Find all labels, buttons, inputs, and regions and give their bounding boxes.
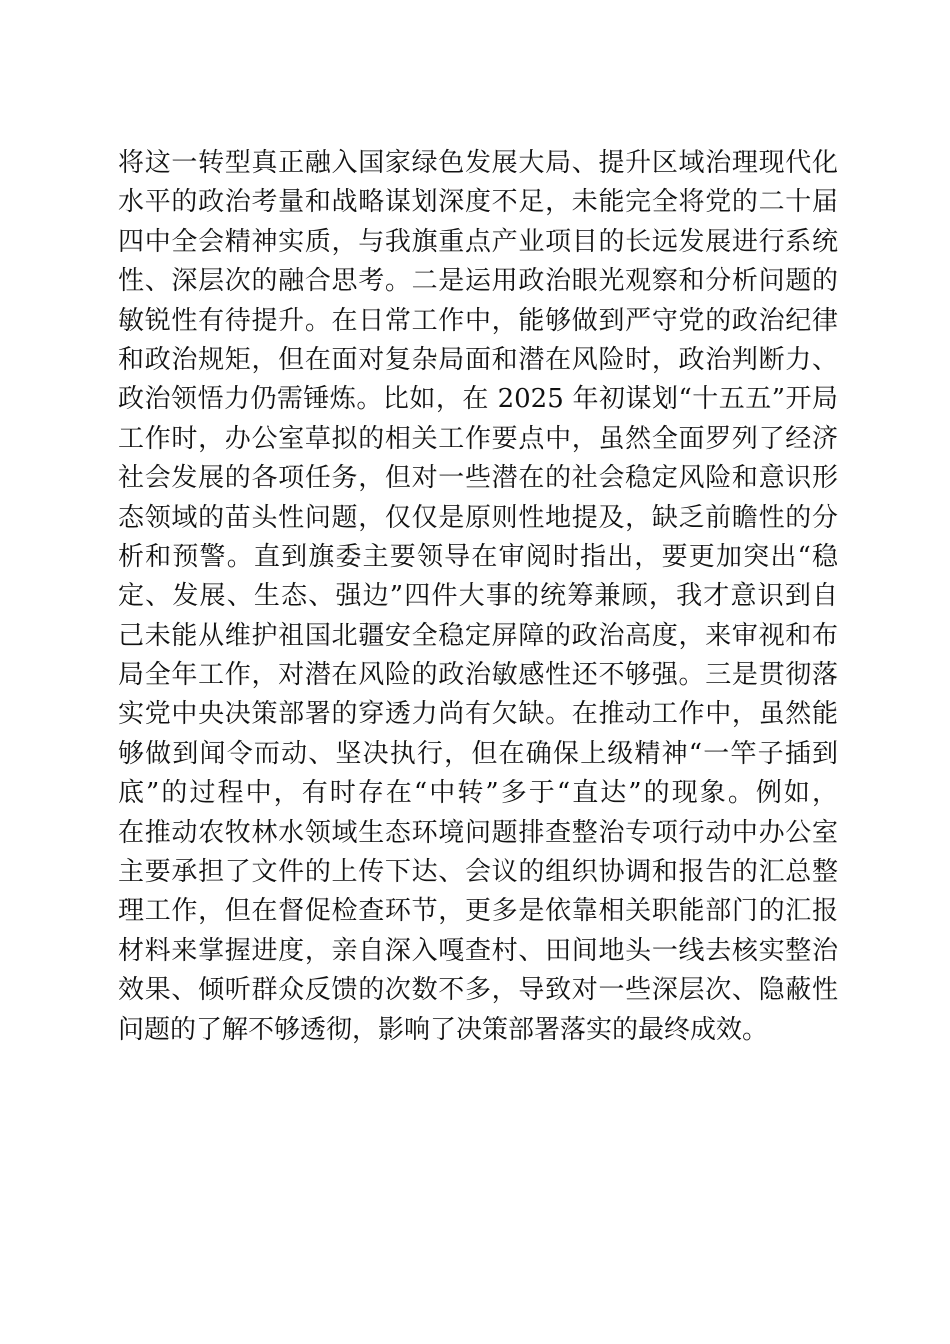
text-line: 水平的政治考量和战略谋划深度不足，未能完全将党的二十届 — [118, 187, 838, 218]
text-line: 和政治规矩，但在面对复杂局面和潜在风险时，政治判断力、 — [118, 344, 838, 375]
text-line: 主要承担了文件的上传下达、会议的组织协调和报告的汇总整 — [118, 857, 838, 888]
text-line: 底”的过程中，有时存在“中转”多于“直达”的现象。例如， — [118, 778, 838, 809]
text-line: 将这一转型真正融入国家绿色发展大局、提升区域治理现代化 — [118, 148, 838, 178]
text-line: 性、深层次的融合思考。二是运用政治眼光观察和分析问题的 — [118, 266, 838, 297]
text-line: 工作时，办公室草拟的相关工作要点中，虽然全面罗列了经济 — [118, 423, 838, 454]
text-line: 材料来掌握进度，亲自深入嘎查村、田间地头一线去核实整治 — [118, 935, 838, 966]
text-line: 局全年工作，对潜在风险的政治敏感性还不够强。三是贯彻落 — [118, 660, 838, 691]
text-line: 在推动农牧林水领域生态环境问题排查整治专项行动中办公室 — [118, 817, 838, 848]
body-paragraph — [118, 144, 838, 1050]
text-line: 态领域的苗头性问题，仅仅是原则性地提及，缺乏前瞻性的分 — [118, 502, 838, 533]
text-line: 社会发展的各项任务，但对一些潜在的社会稳定风险和意识形 — [118, 463, 838, 494]
text-line-last: 问题的了解不够透彻，影响了决策部署落实的最终成效。 — [118, 1014, 769, 1045]
text-line: 敏锐性有待提升。在日常工作中，能够做到严守党的政治纪律 — [118, 305, 838, 336]
text-line: 政治领悟力仍需锤炼。比如，在 2025 年初谋划“十五五”开局 — [118, 384, 838, 415]
text-line: 己未能从维护祖国北疆安全稳定屏障的政治高度，来审视和布 — [118, 620, 838, 651]
text-line: 定、发展、生态、强边”四件大事的统筹兼顾，我才意识到自 — [118, 581, 838, 612]
text-line: 实党中央决策部署的穿透力尚有欠缺。在推动工作中，虽然能 — [118, 699, 838, 730]
text-line: 理工作，但在督促检查环节，更多是依靠相关职能部门的汇报 — [118, 896, 838, 927]
text-line: 析和预警。直到旗委主要领导在审阅时指出，要更加突出“稳 — [118, 541, 838, 572]
text-line: 四中全会精神实质，与我旗重点产业项目的长远发展进行系统 — [118, 226, 838, 257]
text-line: 够做到闻令而动、坚决执行，但在确保上级精神“一竿子插到 — [118, 738, 838, 769]
text-line: 效果、倾听群众反馈的次数不多，导致对一些深层次、隐蔽性 — [118, 975, 838, 1006]
